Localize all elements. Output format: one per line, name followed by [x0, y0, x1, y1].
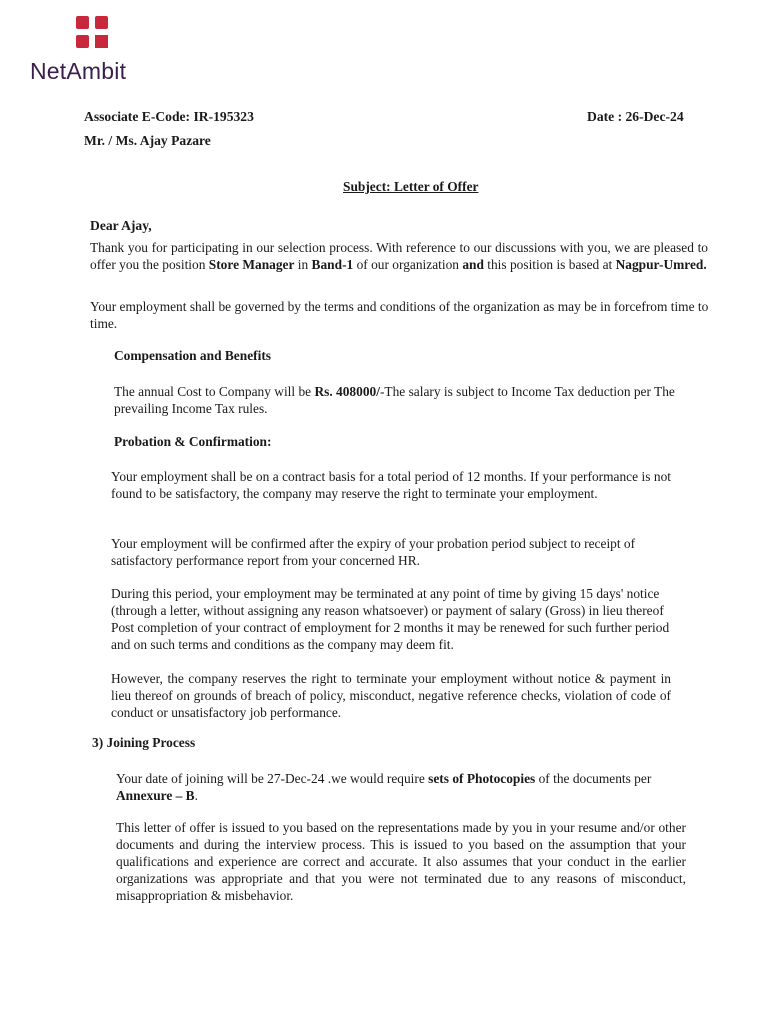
probation-paragraph-4: However, the company reserves the right to terminate your employment without notice & payment in lieu thereof on grounds of breach of policy, misconduct, negative reference checks, violation of code of conduct or unsatisfactory job performance.: [111, 671, 671, 720]
position-title: Store Manager: [208, 257, 295, 272]
joining-heading: 3) Joining Process: [92, 735, 196, 750]
governance-paragraph: Your employment shall be governed by the terms and conditions of the organization as may be in forcefrom time to time.: [90, 299, 709, 331]
subject-line: Subject: Letter of Offer: [343, 179, 479, 194]
greeting: Dear Ajay,: [90, 218, 152, 233]
annexure-ref: Annexure – B: [116, 788, 195, 803]
netambit-logo: [30, 14, 160, 86]
probation-paragraph-1: Your employment shall be on a contract basis for a total period of 12 months. If your performance is not found to be satisfactory, the company may reserve the right to terminate your employment.: [111, 469, 671, 501]
probation-paragraph-3: During this period, your employment may be terminated at any point of time by giving 15 days' notice (through a letter, without assigning any reason whatsoever) or payment of salary (Gross) in lieu thereof Post completion of your contract of employment for 2 months it may be renewed for such further period and on such terms and conditions as the company may deem fit.: [111, 586, 670, 652]
probation-paragraph-2: Your employment will be confirmed after the expiry of your probation period subject to receipt of satisfactory performance report from your concerned HR.: [111, 536, 636, 568]
intro-paragraph: Thank you for participating in our selection process. With reference to our discussions with you, we are pleased to offer you the position Store Manager in Band-1 of our organization and this position is based at Nagpur-Umred.: [90, 240, 708, 272]
probation-heading: Probation & Confirmation:: [114, 434, 272, 449]
joining-paragraph-2: This letter of offer is issued to you based on the representations made by you in your resume and/or other documents and during the interview process. This is issued to you based on the assumption that your qualifications and experience are correct and accurate. It also assumes that your conduct in the earlier organizations was appropriate and that you were not terminated due to any reasons of misconduct, misappropriation & misbehavior.: [116, 820, 686, 903]
compensation-heading: Compensation and Benefits: [114, 348, 271, 363]
brand-name: NetAmbit: [30, 58, 127, 84]
associate-code: Associate E-Code: IR-195323: [84, 109, 254, 124]
netambit-logo-mark-icon: [76, 16, 108, 48]
ctc-amount: Rs. 408000/: [314, 384, 380, 399]
location: Nagpur-Umred.: [615, 257, 707, 272]
compensation-paragraph: The annual Cost to Company will be Rs. 408000/-The salary is subject to Income Tax deduction per The prevailing Income Tax rules.: [114, 384, 675, 416]
joining-paragraph-1: Your date of joining will be 27-Dec-24 .we would require sets of Photocopies of the documents per Annexure – B.: [116, 771, 652, 803]
addressee: Mr. / Ms. Ajay Pazare: [84, 133, 211, 148]
band: Band-1: [311, 257, 354, 272]
letter-date: Date : 26-Dec-24: [587, 109, 684, 124]
